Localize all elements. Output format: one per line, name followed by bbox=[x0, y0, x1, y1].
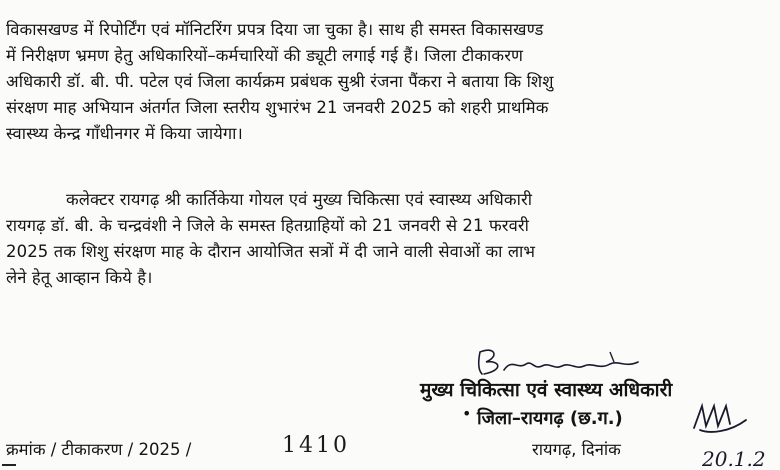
text-line: विकासखण्ड में रिपोर्टिंग एवं मॉनिटरिंग प्रपत्र दिया जा चुका है। साथ ही समस्त विकासखण्ड bbox=[6, 20, 544, 39]
handwritten-initials bbox=[690, 400, 750, 436]
officer-office: जिला–रायगढ़ (छ.ग.) bbox=[477, 408, 623, 429]
text-line: 2025 तक शिशु संरक्षण माह के दौरान आयोजित सत्रों में दी जाने वाली सेवाओं का लाभ bbox=[6, 242, 536, 261]
officer-title: मुख्य चिकित्सा एवं स्वास्थ्य अधिकारी bbox=[420, 379, 673, 401]
text-line: लेने हेतू आव्हान किये है। bbox=[6, 268, 153, 287]
text-line: में निरीक्षण भ्रमण हेतु अधिकारियों–कर्मचारियों की ड्यूटी लगाई गई हैं। जिला टीकाकरण bbox=[6, 46, 524, 65]
text-line: रायगढ़ डॉ. बी. के चन्द्रवंशी ने जिले के समस्त हितग्राहियों को 21 जनवरी से 21 फरवरी bbox=[6, 216, 530, 235]
handwritten-date bbox=[680, 438, 780, 470]
pen-mark: • bbox=[462, 404, 472, 423]
text-line: स्वास्थ्य केन्द्र गाँधीनगर में किया जायेगा। bbox=[6, 124, 243, 143]
margin-mark bbox=[2, 464, 16, 470]
text-line: कलेक्टर रायगढ़ श्री कार्तिकेया गोयल एवं मुख्य चिकित्सा एवं स्वास्थ्य अधिकारी bbox=[66, 190, 533, 209]
text-line: संरक्षण माह अभियान अंतर्गत जिला स्तरीय शुभारंभ 21 जनवरी 2025 को शहरी प्राथमिक bbox=[6, 98, 549, 117]
handwritten-signature bbox=[460, 340, 660, 380]
dispatch-number-value: 1410 bbox=[282, 433, 350, 458]
dispatch-number-label: क्रमांक / टीकाकरण / 2025 / bbox=[6, 440, 192, 459]
date-label: रायगढ़, दिनांक bbox=[532, 440, 621, 459]
handwritten-date-text: 20.1.2 bbox=[702, 447, 766, 470]
text-line: अधिकारी डॉ. बी. पी. पटेल एवं जिला कार्यक्रम प्रबंधक सुश्री रंजना पैंकरा ने बताया कि शिशु bbox=[6, 72, 554, 91]
